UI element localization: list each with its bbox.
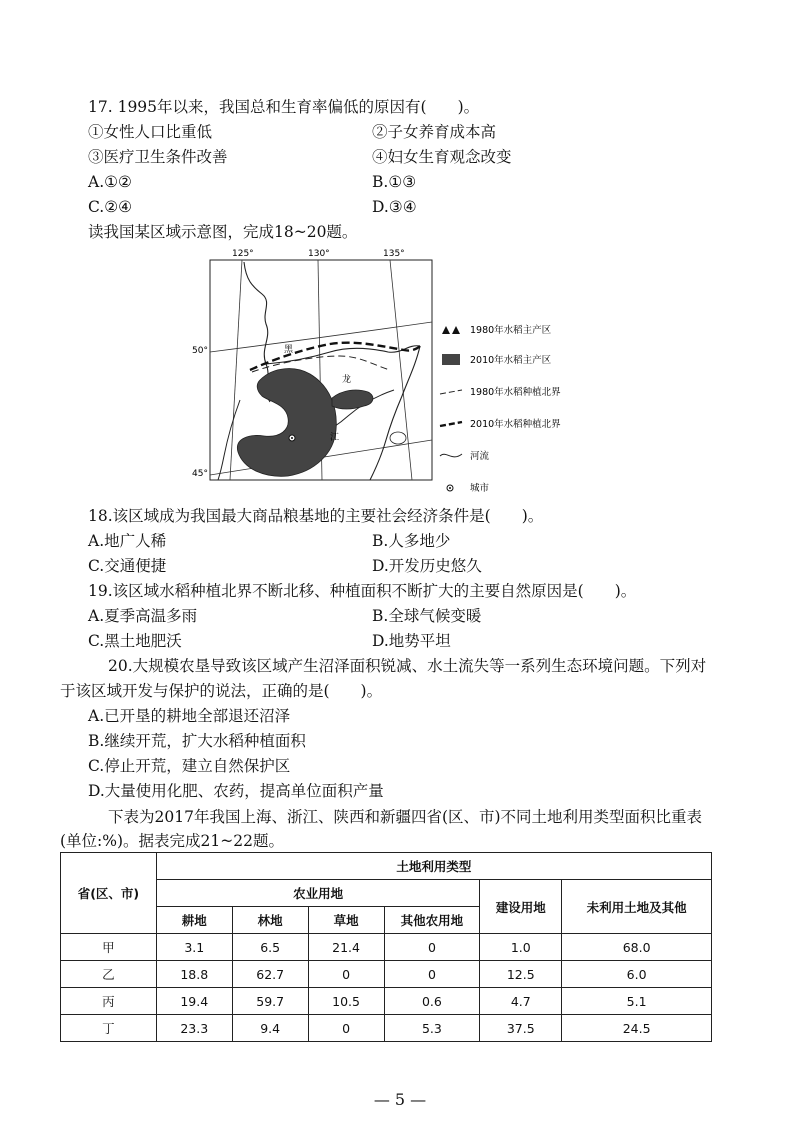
cell: 21.4 (308, 934, 384, 961)
q20-choice-d: D.大量使用化肥、农药，提高单位面积产量 (88, 782, 384, 800)
q17-choice-a: A.①② (88, 173, 132, 191)
q18-choice-b: B.人多地少 (372, 532, 451, 550)
legend-label-1980-main: 1980年水稻主产区 (470, 325, 552, 336)
cell: 0 (308, 961, 384, 988)
cell: 0.6 (384, 988, 480, 1015)
q19-choice-b: B.全球气候变暖 (372, 607, 482, 625)
legend-label-2010-limit: 2010年水稻种植北界 (470, 419, 561, 430)
city-marker-dot (291, 437, 293, 439)
lon-label-125: 125° (232, 249, 254, 259)
cell: 6.5 (232, 934, 308, 961)
cell: 0 (384, 934, 480, 961)
cell: 23.3 (156, 1015, 232, 1042)
header-other-agri: 其他农用地 (384, 907, 480, 934)
legend-label-city: 城市 (470, 483, 490, 494)
q18-choice-c: C.交通便捷 (88, 557, 167, 575)
lat-label-50: 50° (192, 346, 208, 356)
q20-choice-a: A.已开垦的耕地全部退还沼泽 (88, 707, 291, 725)
row-name: 丙 (61, 988, 157, 1015)
q17-choice-d: D.③④ (372, 198, 417, 216)
cell: 4.7 (480, 988, 562, 1015)
region-map (180, 240, 620, 502)
q20-choice-c: C.停止开荒，建立自然保护区 (88, 757, 291, 775)
q19-choice-a: A.夏季高温多雨 (88, 607, 198, 625)
lat-label-45: 45° (192, 469, 208, 479)
land-use-table (60, 852, 712, 1042)
header-land-use-type: 土地利用类型 (156, 853, 711, 880)
header-unused-land: 未利用土地及其他 (562, 880, 712, 934)
table-row (61, 934, 712, 961)
q17-option-1: ①女性人口比重低 (88, 123, 213, 141)
legend-dashed-thick-icon (440, 422, 462, 426)
row-name: 丁 (61, 1015, 157, 1042)
cell: 9.4 (232, 1015, 308, 1042)
q17-stem: 17. 1995年以来，我国总和生育率偏低的原因有( )。 (88, 98, 480, 116)
legend-triangle-icon (452, 326, 460, 334)
header-grassland: 草地 (308, 907, 384, 934)
legend-city-icon-dot (449, 487, 451, 489)
q20-stem-line2: 于该区域开发与保护的说法，正确的是( )。 (60, 682, 383, 700)
q20-choice-b: B.继续开荒，扩大水稻种植面积 (88, 732, 306, 750)
cell: 68.0 (562, 934, 712, 961)
header-forest: 林地 (232, 907, 308, 934)
q20-stem-line1: 20.大规模农垦导致该区域产生沼泽面积锐减、水土流失等一系列生态环境问题。下列对 (108, 657, 707, 675)
q17-option-4: ④妇女生育观念改变 (372, 148, 512, 166)
cell: 3.1 (156, 934, 232, 961)
legend-label-1980-limit: 1980年水稻种植北界 (470, 387, 561, 398)
q19-stem: 19.该区域水稻种植北界不断北移、种植面积不断扩大的主要自然原因是( )。 (88, 582, 637, 600)
map-intro: 读我国某区域示意图，完成18~20题。 (88, 223, 358, 241)
map-legend (440, 324, 561, 494)
table-row (61, 961, 712, 988)
q17-choice-b: B.①③ (372, 173, 417, 191)
lon-label-130: 130° (308, 249, 330, 259)
header-cultivated: 耕地 (156, 907, 232, 934)
cell: 1.0 (480, 934, 562, 961)
cell: 37.5 (480, 1015, 562, 1042)
lon-label-135: 135° (383, 249, 405, 259)
cell: 0 (308, 1015, 384, 1042)
table-row (61, 1015, 712, 1042)
legend-river-icon (440, 454, 462, 457)
place-char-jiang: 江 (330, 433, 340, 443)
q18-choice-a: A.地广人稀 (88, 532, 167, 550)
legend-dashed-thin-icon (440, 390, 462, 394)
legend-label-2010-main: 2010年水稻主产区 (470, 355, 552, 366)
place-char-hei: 黑 (284, 345, 294, 355)
legend-dark-area-icon (442, 354, 460, 365)
cell: 19.4 (156, 988, 232, 1015)
cell: 5.1 (562, 988, 712, 1015)
q19-choice-c: C.黑土地肥沃 (88, 632, 182, 650)
cell: 10.5 (308, 988, 384, 1015)
place-char-long: 龙 (342, 375, 352, 385)
row-name: 甲 (61, 934, 157, 961)
header-agricultural-land: 农业用地 (156, 880, 480, 907)
header-province: 省(区、市) (61, 853, 157, 934)
region-map-figure (180, 240, 620, 502)
q17-choice-c: C.②④ (88, 198, 133, 216)
cell: 12.5 (480, 961, 562, 988)
q17-option-3: ③医疗卫生条件改善 (88, 148, 228, 166)
legend-triangle-icon (442, 326, 450, 334)
cell: 18.8 (156, 961, 232, 988)
cell: 5.3 (384, 1015, 480, 1042)
row-name: 乙 (61, 961, 157, 988)
cell: 59.7 (232, 988, 308, 1015)
q18-stem: 18.该区域成为我国最大商品粮基地的主要社会经济条件是( )。 (88, 507, 544, 525)
table-row (61, 988, 712, 1015)
q19-choice-d: D.地势平坦 (372, 632, 451, 650)
table-intro-line1: 下表为2017年我国上海、浙江、陕西和新疆四省(区、市)不同土地利用类型面积比重表 (108, 808, 703, 826)
cell: 62.7 (232, 961, 308, 988)
cell: 24.5 (562, 1015, 712, 1042)
q18-choice-d: D.开发历史悠久 (372, 557, 482, 575)
cell: 6.0 (562, 961, 712, 988)
page-number: — 5 — (373, 1090, 427, 1109)
legend-label-river: 河流 (470, 451, 490, 462)
cell: 0 (384, 961, 480, 988)
lake-xingkai (390, 432, 406, 444)
header-construction-land: 建设用地 (480, 880, 562, 934)
q17-option-2: ②子女养育成本高 (372, 123, 497, 141)
table-intro-line2: (单位:%)。据表完成21~22题。 (60, 832, 284, 850)
